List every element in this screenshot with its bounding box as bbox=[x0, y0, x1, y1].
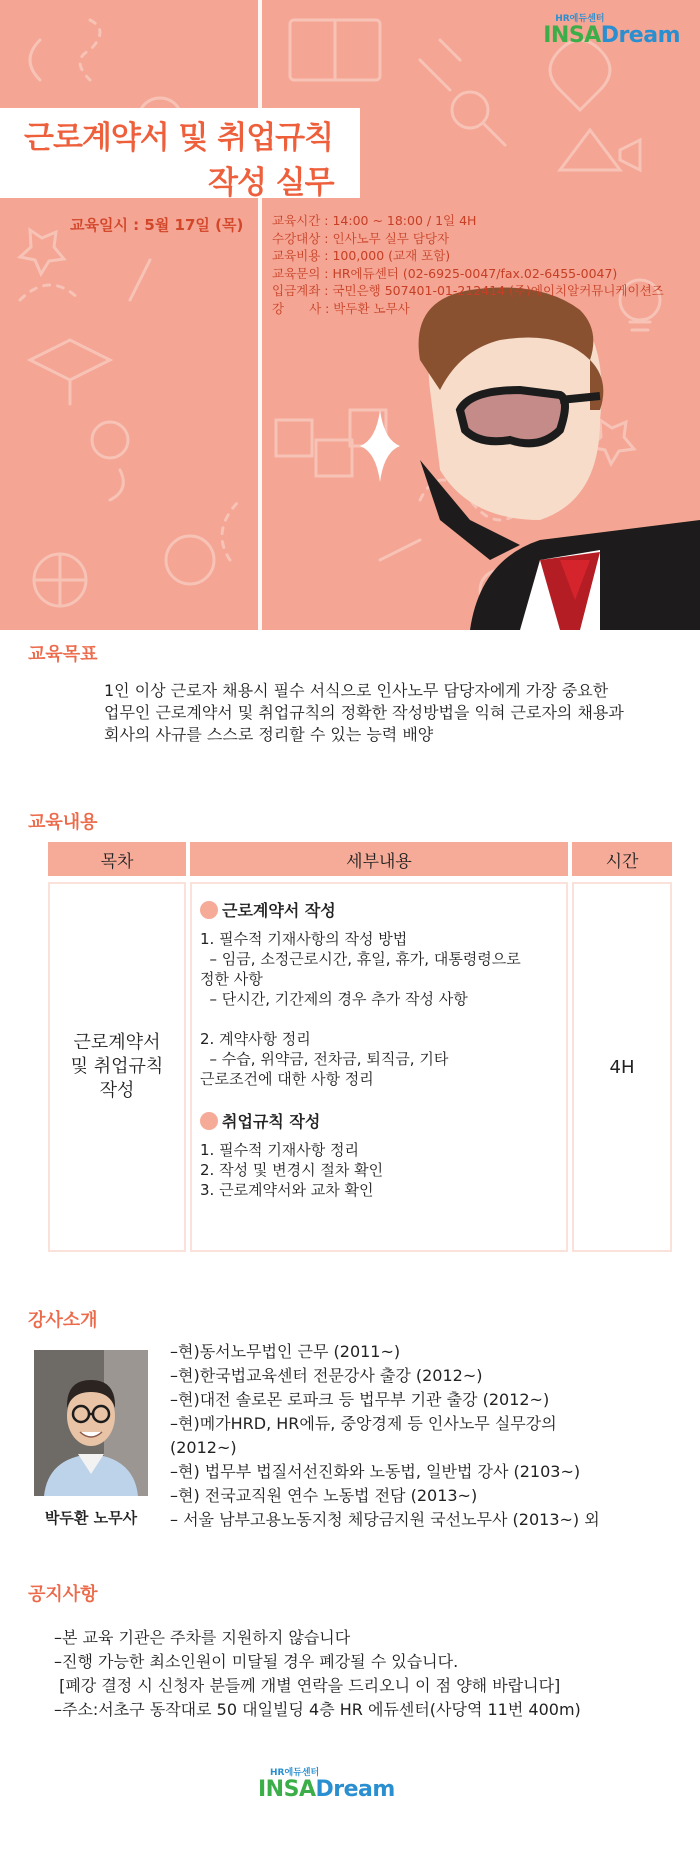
hero-divider bbox=[258, 0, 262, 630]
notice-line: –진행 가능한 최소인원이 미달될 경우 폐강될 수 있습니다. bbox=[54, 1652, 459, 1671]
section-title-content: 교육내용 bbox=[28, 812, 98, 833]
detail-line: 1. 필수적 기재사항의 작성 방법 bbox=[200, 930, 408, 948]
notice-list bbox=[54, 1626, 581, 1722]
toc-line: 작성 bbox=[99, 1080, 135, 1101]
detail-line: 2. 작성 및 변경시 절차 확인 bbox=[200, 1161, 384, 1179]
brand-sub-label: HR에듀센터 bbox=[555, 14, 605, 24]
instructor-name: 박두환 노무사 bbox=[44, 1509, 138, 1527]
career-line: –현)한국법교육센터 전문강사 출강 (2012~) bbox=[170, 1366, 483, 1385]
detail-subheading-contract bbox=[200, 898, 566, 921]
curriculum-table bbox=[48, 842, 672, 1256]
career-line: –현)메가HRD, HR에듀, 중앙경제 등 인사노무 실무강의 bbox=[170, 1414, 557, 1433]
brand-name-part2: Dream bbox=[315, 1777, 395, 1802]
detail-subheading-label: 근로계약서 작성 bbox=[222, 901, 336, 920]
career-line: –현) 법무부 법질서선진화와 노동법, 일반법 강사 (2103~) bbox=[170, 1462, 581, 1481]
instructor-photo bbox=[34, 1350, 148, 1496]
info-target: 수강대상 : 인사노무 실무 담당자 bbox=[272, 230, 450, 246]
brand-logo-top bbox=[543, 14, 680, 48]
brand-name-part1: INSA bbox=[543, 23, 601, 48]
course-title-line2: 작성 실무 bbox=[208, 165, 334, 201]
table-header-toc: 목차 bbox=[48, 842, 186, 876]
info-account: 입금계좌 : 국민은행 507401-01-212414 (주)에이치알커뮤니케이션즈 bbox=[272, 283, 664, 298]
detail-line: 근로조건에 대한 사항 정리 bbox=[200, 1070, 374, 1088]
brand-name-part2: Dream bbox=[600, 23, 680, 48]
table-cell-detail bbox=[190, 882, 568, 1252]
career-line: –현) 전국교직원 연수 노동법 전담 (2013~) bbox=[170, 1486, 478, 1505]
goal-line: 회사의 사규를 스스로 정리할 수 있는 능력 배양 bbox=[104, 725, 434, 744]
detail-subheading-label: 취업규칙 작성 bbox=[222, 1112, 321, 1131]
instructor-illustration bbox=[419, 288, 700, 631]
hero-banner bbox=[0, 0, 700, 630]
notice-line: [폐강 결정 시 신청자 분들께 개별 연락을 드리오니 이 점 양해 바랍니다] bbox=[54, 1676, 561, 1695]
info-instructor: 강 사 : 박두환 노무사 bbox=[272, 300, 410, 316]
bullet-dot-icon bbox=[200, 901, 218, 919]
career-line: –현)동서노무법인 근무 (2011~) bbox=[170, 1342, 401, 1361]
career-line: – 서울 남부고용노동지청 체당금지원 국선노무사 (2013~) 외 bbox=[170, 1510, 600, 1529]
instructor-portrait-image bbox=[34, 1350, 148, 1496]
section-title-instructor: 강사소개 bbox=[28, 1310, 98, 1331]
table-cell-time: 4H bbox=[572, 882, 672, 1252]
table-header-detail: 세부내용 bbox=[190, 842, 568, 876]
brand-logo-bottom bbox=[258, 1768, 395, 1802]
goal-line: 1인 이상 근로자 채용시 필수 서식으로 인사노무 담당자에게 가장 중요한 bbox=[104, 681, 609, 700]
toc-line: 및 취업규칙 bbox=[70, 1056, 164, 1077]
education-date: 교육일시 : 5월 17일 (목) bbox=[70, 216, 244, 234]
brand-name bbox=[258, 1778, 395, 1802]
section-title-notice: 공지사항 bbox=[28, 1584, 98, 1605]
table-header-time: 시간 bbox=[572, 842, 672, 876]
bullet-dot-icon bbox=[200, 1112, 218, 1130]
info-time: 교육시간 : 14:00 ~ 18:00 / 1일 4H bbox=[272, 213, 477, 228]
detail-line: 2. 계약사항 정리 bbox=[200, 1030, 311, 1048]
goal-line: 업무인 근로계약서 및 취업규칙의 정확한 작성방법을 익혀 근로자의 채용과 bbox=[104, 703, 624, 722]
detail-line: – 수습, 위약금, 전차금, 퇴직금, 기타 bbox=[200, 1050, 449, 1068]
notice-line: –주소:서초구 동작대로 50 대일빌딩 4층 HR 에듀센터(사당역 11번 400m) bbox=[54, 1700, 581, 1719]
detail-line: – 단시간, 기간제의 경우 추가 작성 사항 bbox=[200, 990, 468, 1008]
goal-text bbox=[104, 680, 664, 746]
course-title-line1: 근로계약서 및 취업규칙 bbox=[24, 120, 334, 156]
info-contact: 교육문의 : HR에듀센터 (02-6925-0047/fax.02-6455-0047) bbox=[272, 265, 618, 281]
section-title-goal: 교육목표 bbox=[28, 644, 98, 665]
info-fee: 교육비용 : 100,000 (교재 포함) bbox=[272, 248, 451, 263]
brand-name bbox=[543, 24, 680, 48]
career-line: (2012~) bbox=[170, 1438, 237, 1457]
brand-name-part1: INSA bbox=[258, 1777, 316, 1802]
course-info-list bbox=[272, 212, 664, 317]
sparkle-icon bbox=[360, 410, 400, 482]
table-cell-toc bbox=[48, 882, 186, 1252]
brand-sub-label: HR에듀센터 bbox=[270, 1768, 320, 1778]
detail-line: 1. 필수적 기재사항 정리 bbox=[200, 1141, 360, 1159]
notice-line: –본 교육 기관은 주차를 지원하지 않습니다 bbox=[54, 1628, 351, 1647]
detail-line: 정한 사항 bbox=[200, 970, 263, 988]
detail-line: 3. 근로계약서와 교차 확인 bbox=[200, 1181, 374, 1199]
instructor-career-list bbox=[170, 1340, 600, 1532]
toc-line: 근로계약서 bbox=[73, 1032, 161, 1053]
detail-subheading-rules bbox=[200, 1109, 566, 1132]
detail-line: – 임금, 소정근로시간, 휴일, 휴가, 대통령령으로 bbox=[200, 950, 521, 968]
career-line: –현)대전 솔로몬 로파크 등 법무부 기관 출강 (2012~) bbox=[170, 1390, 550, 1409]
